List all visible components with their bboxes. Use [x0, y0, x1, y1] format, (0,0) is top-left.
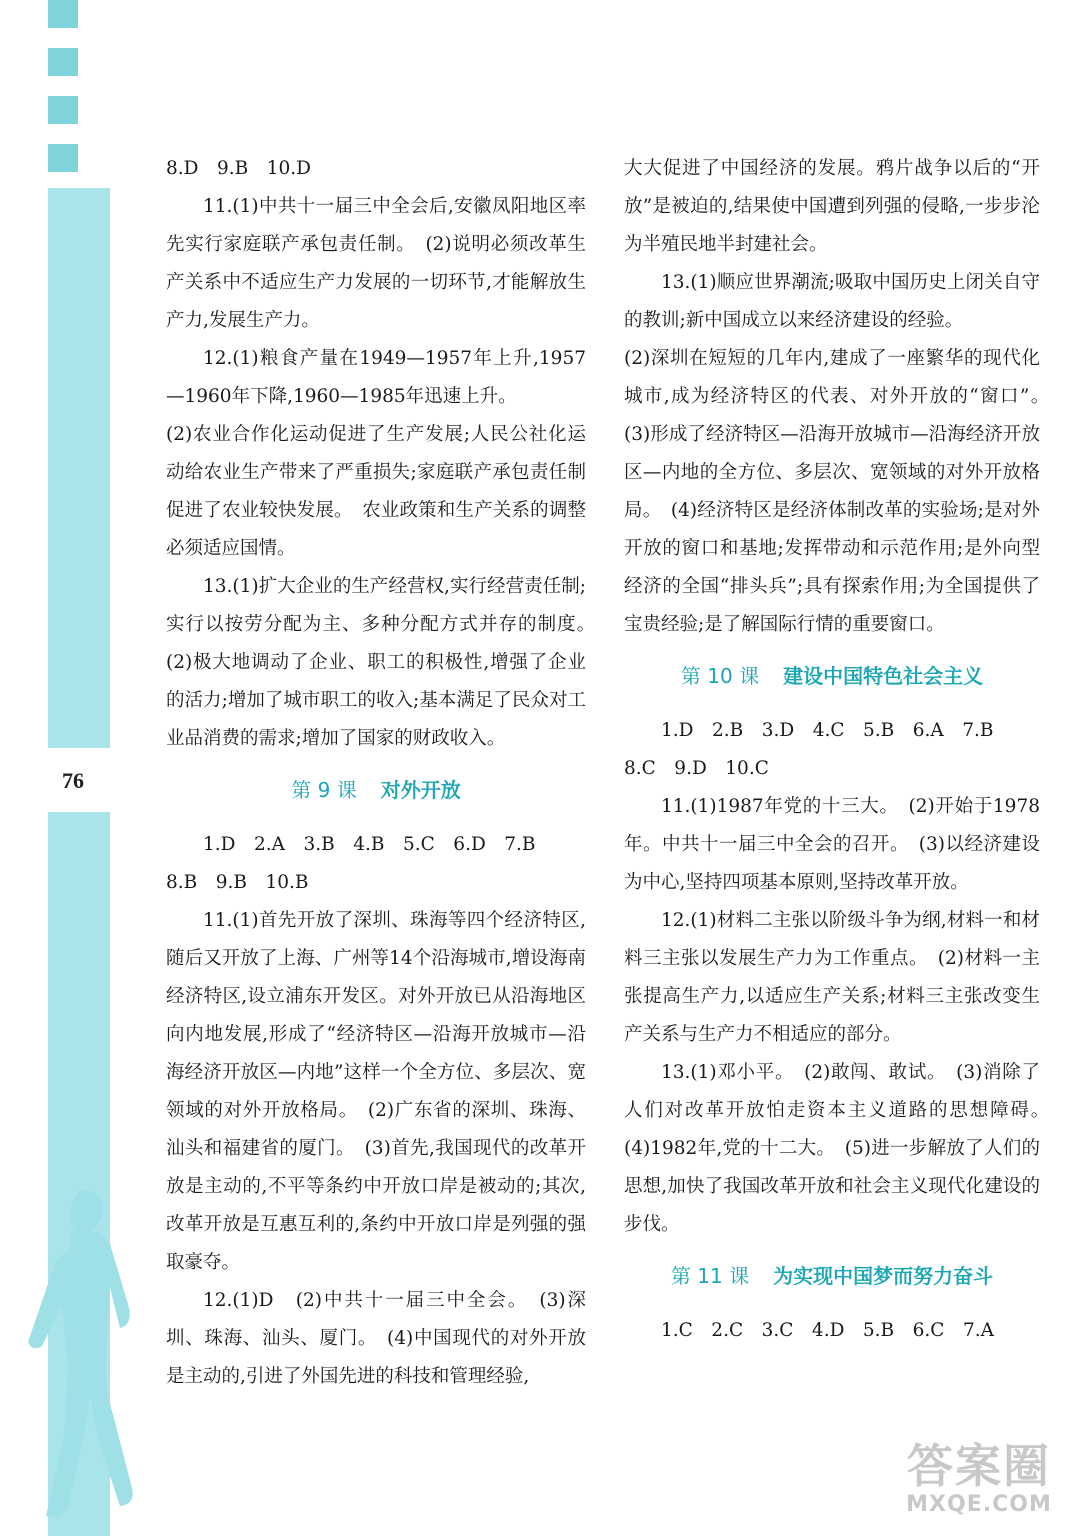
lesson-title: 对外开放 — [380, 778, 461, 802]
answer-paragraph: (2)深圳在短短的几年内,建成了一座繁华的现代化城市,成为经济特区的代表、对外开放的“窗口”。 (3)形成了经济特区—沿海开放城市—沿海经济开放区—内地的全方位、多层次、宽领域的对外开放格局。 (4)经济特区是经济体制改革的实验场;是对外开放的窗口和基地;发挥带动和示范作用;是外向型经济的全国“排头兵”;具有探索作用;为全国提供了宝贵经验;是了解国际行情的重要窗口。 — [624, 348, 1059, 635]
answer-paragraph: 12.(1)材料二主张以阶级斗争为纲,材料一和材料三主张以发展生产力为工作重点。 (2)材料一主张提高生产力,以适应生产关系;材料三主张改变生产关系与生产力不相适应的部分。 — [624, 910, 1040, 1045]
answer-paragraph: 大大促进了中国经济的发展。鸦片战争以后的“开放”是被迫的,结果使中国遭到列强的侵略,一步步沦为半殖民地半封建社会。 — [624, 158, 1040, 255]
watermark-logo — [894, 1440, 1064, 1530]
answer-paragraph: 11.(1)1987年党的十三大。 (2)开始于1978年。中共十一届三中全会的召开。 (3)以经济建设为中心,坚持四项基本原则,坚持改革开放。 — [624, 796, 1040, 893]
answer-line: 8.B 9.B 10.B — [166, 872, 309, 893]
answer-line: 1.D 2.B 3.D 4.C 5.B 6.A 7.B — [661, 720, 994, 741]
lesson-number: 第 11 课 — [670, 1264, 750, 1288]
lesson-11-heading — [624, 1254, 1040, 1298]
answer-paragraph: 12.(1)粮食产量在1949—1957年上升,1957—1960年下降,1960—1985年迅速上升。 — [166, 348, 586, 407]
answer-paragraph: 12.(1)D (2)中共十一届三中全会。 (3)深圳、珠海、汕头、厦门。 (4)中国现代的对外开放是主动的,引进了外国先进的科技和管理经验, — [166, 1290, 586, 1387]
answer-line: 8.C 9.D 10.C — [624, 758, 769, 779]
answer-paragraph: 13.(1)邓小平。 (2)敢闯、敢试。 (3)消除了人们对改革开放怕走资本主义道路的思想障碍。 (4)1982年,党的十二大。 (5)进一步解放了人们的思想,加快了我国改革开放和社会主义现代化建设的步伐。 — [624, 1062, 1059, 1235]
answer-paragraph: 11.(1)首先开放了深圳、珠海等四个经济特区,随后又开放了上海、广州等14个沿海城市,增设海南经济特区,设立浦东开发区。对外开放已从沿海地区向内地发展,形成了“经济特区—沿海开放城市—沿海经济开放区—内地”这样一个全方位、多层次、宽领域的对外开放格局。 (2)广东省的深圳、珠海、汕头和福建省的厦门。 (3)首先,我国现代的改革开放是主动的,不平等条约中开放口岸是被动的;其次,改革开放是互惠互利的,条约中开放口岸是列强的强取豪夺。 — [166, 910, 586, 1273]
lesson-10-heading — [624, 654, 1040, 698]
right-column — [624, 150, 1059, 1350]
answer-line: 1.D 2.A 3.B 4.B 5.C 6.D 7.B — [203, 834, 536, 855]
lesson-9-heading — [166, 768, 586, 812]
page-number: 76 — [62, 768, 84, 793]
answer-paragraph: 13.(1)顺应世界潮流;吸取中国历史上闭关自守的教训;新中国成立以来经济建设的经验。 — [624, 272, 1040, 331]
margin-square — [48, 96, 78, 124]
lesson-title: 为实现中国梦而努力奋斗 — [773, 1264, 994, 1288]
answer-paragraph: 13.(1)扩大企业的生产经营权,实行经营责任制;实行以按劳分配为主、多种分配方式并存的制度。 (2)极大地调动了企业、职工的积极性,增强了企业的活力;增加了城市职工的收入;基本满足了民众对工业品消费的需求;增加了国家的财政收入。 — [166, 576, 605, 749]
margin-square — [48, 144, 78, 172]
lesson-number: 第 10 课 — [680, 664, 760, 688]
lesson-number: 第 9 课 — [291, 778, 357, 802]
answer-paragraph: (2)农业合作化运动促进了生产发展;人民公社化运动给农业生产带来了严重损失;家庭联产承包责任制促进了农业较快发展。 农业政策和生产关系的调整必须适应国情。 — [166, 424, 586, 559]
watermark-text: 答案圈 — [907, 1439, 1051, 1493]
watermark-url: MXQE.COM — [906, 1492, 1052, 1517]
lesson-title: 建设中国特色社会主义 — [783, 664, 984, 688]
margin-bar-upper — [48, 188, 110, 748]
answer-line: 1.C 2.C 3.C 4.D 5.B 6.C 7.A — [661, 1320, 994, 1341]
silhouette-figure-icon — [0, 1180, 170, 1536]
answer-paragraph: 11.(1)中共十一届三中全会后,安徽凤阳地区率先实行家庭联产承包责任制。 (2)说明必须改革生产关系中不适应生产力发展的一切环节,才能解放生产力,发展生产力。 — [166, 196, 586, 331]
answer-line: 8.D 9.B 10.D — [166, 158, 311, 179]
margin-square — [48, 0, 78, 28]
margin-square — [48, 48, 78, 76]
left-column — [166, 150, 605, 1396]
